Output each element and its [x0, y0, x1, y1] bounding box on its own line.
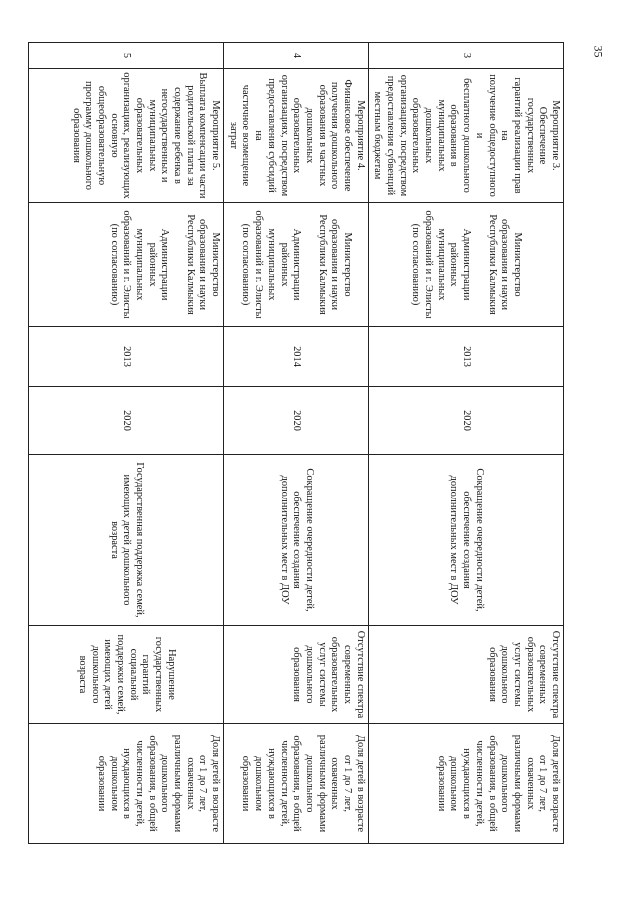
end-year-cell: 2020 — [29, 387, 224, 455]
measures-table — [28, 42, 564, 844]
consequence-cell: Отсутствие спектра современных образовательных услуг системы дошкольного образования — [224, 626, 369, 724]
row-number: 4 — [224, 43, 369, 69]
consequence-cell: Отсутствие спектра современных образовательных услуг системы дошкольного образования — [368, 626, 563, 724]
start-year-cell: 2014 — [224, 327, 369, 387]
result-cell: Государственная поддержка семей, имеющих детей дошкольного возраста — [29, 455, 224, 626]
measure-cell: Мероприятие 4. Финансовое обеспечение получения дошкольного образования в частных дошкольных образовательных организациях, посредством предоставления субсидий на частичное возмещение затрат — [224, 69, 369, 203]
row-number: 5 — [29, 43, 224, 69]
executor-cell: Министерство образования и науки Республики Калмыкия Администрации районных муниципальных образований и г. Элисты (по согласованию) — [29, 203, 224, 327]
table-row — [224, 43, 369, 844]
measure-cell: Мероприятие 3. Обеспечение государственных гарантий реализации прав на получение общедоступного и бесплатного дошкольного образования в муниципальных дошкольных образовательных организациях, посредством предоставления субвенций местным бюджетам — [368, 69, 563, 203]
page-number: 35 — [591, 45, 606, 58]
result-cell: Сокращение очередности детей, обеспечение создания дополнительных мест в ДОУ — [224, 455, 369, 626]
end-year-cell: 2020 — [368, 387, 563, 455]
start-year-cell: 2013 — [29, 327, 224, 387]
executor-cell: Министерство образования и науки Республики Калмыкия Администрации районных муниципальных образований и г. Элисты (по согласованию) — [224, 203, 369, 327]
row-number: 3 — [368, 43, 563, 69]
indicator-cell: Доля детей в возрасте от 1 до 7 лет, охваченных различными формами дошкольного образования, в общей численности детей, нуждающихся в дошкольном образовании — [29, 724, 224, 844]
consequence-cell: Нарушение государственных гарантий социальной поддержки семей, имеющих детей дошкольного возраста — [29, 626, 224, 724]
table-container — [70, 42, 564, 843]
start-year-cell: 2013 — [368, 327, 563, 387]
indicator-cell: Доля детей в возрасте от 1 до 7 лет, охваченных различными формами дошкольного образования, в общей численности детей, нуждающихся в дошкольном образовании — [224, 724, 369, 844]
indicator-cell: Доля детей в возрасте от 1 до 7 лет, охваченных различными формами дошкольного образования, в общей численности детей, нуждающихся в дошкольном образовании — [368, 724, 563, 844]
executor-cell: Министерство образования и науки Республики Калмыкия Администрации районных муниципальных образований и г. Элисты (по согласованию) — [368, 203, 563, 327]
measure-cell: Мероприятие 5. Выплата компенсации части родительской платы за содержание ребенка в негосударственных и муниципальных образовательных организациях, реализующих основную общеобразовательную программу дошкольного образования — [29, 69, 224, 203]
rotated-table-area — [70, 42, 564, 843]
result-cell: Сокращение очередности детей, обеспечение создания дополнительных мест в ДОУ — [368, 455, 563, 626]
table-row — [29, 43, 224, 844]
table-row — [368, 43, 563, 844]
end-year-cell: 2020 — [224, 387, 369, 455]
